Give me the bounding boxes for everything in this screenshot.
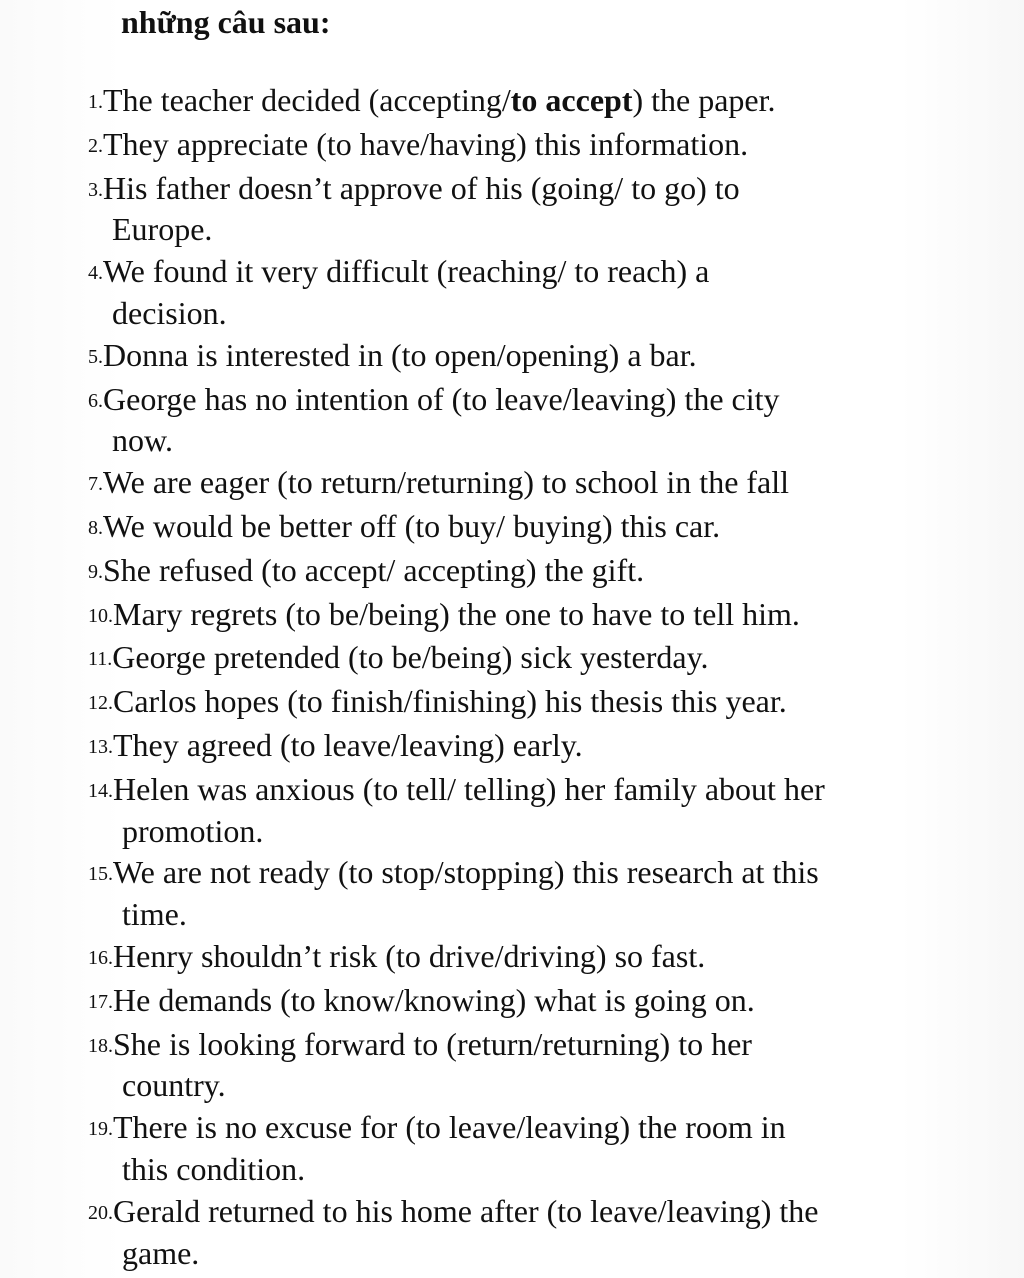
item-continuation-line [103, 420, 780, 462]
item-text-segment: promotion. [122, 812, 264, 849]
item-text-segment: decision. [112, 294, 227, 331]
item-line [113, 980, 755, 1022]
item-text-segment: Henry shouldn’t risk (to drive/driving) so fast. [113, 937, 706, 974]
item-text [113, 1024, 752, 1108]
item-line [103, 379, 780, 421]
item-text-segment: Gerald returned to his home after (to leave/leaving) the [113, 1192, 819, 1229]
item-number: 4. [88, 262, 103, 285]
list-item [88, 379, 988, 463]
list-item [88, 1107, 988, 1191]
item-number: 20. [88, 1201, 113, 1224]
item-text [103, 550, 644, 592]
item-text [103, 506, 720, 548]
list-item [88, 1191, 988, 1275]
item-text [113, 681, 787, 723]
item-line [113, 1191, 818, 1233]
item-text-segment: We would be better off (to buy/ buying) this car. [103, 507, 721, 544]
item-text-segment: We are eager (to return/returning) to school in the fall [103, 464, 790, 501]
item-text-segment: She is looking forward to (return/returning) to her [113, 1025, 752, 1062]
answer-bold: to accept [510, 82, 633, 118]
item-line [113, 681, 787, 723]
list-item [88, 852, 988, 936]
item-number: 11. [88, 648, 113, 671]
list-item [88, 124, 988, 168]
item-text-segment: We are not ready (to stop/stopping) this research at this [113, 854, 819, 891]
item-number: 7. [88, 473, 103, 496]
item-text [103, 462, 789, 504]
item-number: 9. [88, 560, 103, 583]
list-item [88, 769, 988, 853]
list-item [88, 725, 988, 769]
item-line [103, 251, 709, 293]
exercise-list [88, 80, 988, 1274]
item-text-segment: ) the paper. [632, 82, 776, 118]
item-text-segment: time. [122, 896, 187, 933]
item-text [113, 725, 583, 767]
list-item [88, 506, 988, 550]
item-text-segment: Helen was anxious (to tell/ telling) her family about her [113, 770, 825, 807]
item-text-segment: There is no excuse for (to leave/leaving) the room in [113, 1109, 786, 1146]
item-text [103, 379, 780, 463]
item-number: 13. [88, 735, 113, 758]
item-number: 5. [88, 345, 103, 368]
item-text [103, 168, 740, 252]
item-text-segment: He demands (to know/knowing) what is going on. [113, 981, 755, 1018]
item-number: 16. [88, 946, 113, 969]
item-number: 12. [88, 692, 113, 715]
item-text-segment: game. [122, 1234, 200, 1271]
item-continuation-line [113, 1233, 818, 1275]
item-text-segment: Mary regrets (to be/being) the one to have to tell him. [113, 595, 800, 632]
list-item [88, 637, 988, 681]
item-line [103, 168, 740, 210]
item-text [113, 1107, 786, 1191]
item-line [113, 725, 583, 767]
item-text [112, 637, 708, 679]
list-item [88, 1024, 988, 1108]
item-number: 19. [88, 1118, 113, 1141]
item-number: 3. [88, 178, 103, 201]
item-text [113, 852, 819, 936]
item-text-segment: We found it very difficult (reaching/ to reach) a [103, 253, 710, 290]
item-continuation-line [113, 1149, 786, 1191]
item-text-segment: Donna is interested in (to open/opening) a bar. [103, 336, 697, 373]
item-number: 10. [88, 604, 113, 627]
list-item [88, 251, 988, 335]
item-text-segment: Europe. [112, 211, 213, 248]
item-continuation-line [103, 209, 740, 251]
item-text-segment: They agreed (to leave/leaving) early. [113, 726, 583, 763]
item-line [103, 550, 644, 592]
item-text [103, 335, 697, 377]
item-line [103, 462, 789, 504]
item-number: 18. [88, 1034, 113, 1057]
item-number: 17. [88, 990, 113, 1013]
list-item [88, 980, 988, 1024]
item-continuation-line [113, 811, 825, 853]
item-text [103, 251, 709, 335]
item-text-segment: Carlos hopes (to finish/finishing) his thesis this year. [113, 683, 787, 720]
item-number: 6. [88, 389, 103, 412]
item-text [113, 936, 705, 978]
item-line [103, 124, 748, 166]
item-number: 2. [88, 134, 103, 157]
item-line [113, 594, 800, 636]
item-text-segment: this condition. [122, 1150, 306, 1187]
item-line [103, 506, 720, 548]
item-text-segment: George pretended (to be/being) sick yesterday. [112, 639, 709, 676]
item-continuation-line [113, 1065, 752, 1107]
item-line [113, 852, 819, 894]
list-item [88, 594, 988, 638]
item-text-segment: now. [112, 422, 174, 459]
item-text [113, 980, 755, 1022]
item-line [113, 1107, 786, 1149]
list-item [88, 335, 988, 379]
item-text-segment: George has no intention of (to leave/leaving) the city [103, 380, 780, 417]
list-item [88, 462, 988, 506]
item-number: 8. [88, 516, 103, 539]
list-item [88, 168, 988, 252]
item-text-segment: They appreciate (to have/having) this information. [103, 125, 749, 162]
list-item [88, 80, 988, 124]
item-text-segment: She refused (to accept/ accepting) the gift. [103, 551, 645, 588]
item-text-segment: The teacher decided (accepting/ [103, 82, 511, 118]
item-text [103, 124, 748, 166]
item-text [103, 80, 776, 122]
list-item [88, 681, 988, 725]
item-text [113, 1191, 818, 1275]
section-heading: những câu sau: [121, 4, 331, 40]
item-line [113, 936, 705, 978]
item-line [113, 1024, 752, 1066]
item-number: 14. [88, 779, 113, 802]
item-text-segment: country. [122, 1067, 226, 1104]
item-text-segment: His father doesn’t approve of his (going/ to go) to [103, 169, 740, 206]
item-continuation-line [103, 293, 709, 335]
item-text [113, 769, 825, 853]
item-number: 15. [88, 863, 113, 886]
item-line [103, 335, 697, 377]
item-line [113, 769, 825, 811]
item-continuation-line [113, 894, 819, 936]
list-item [88, 936, 988, 980]
item-number: 1. [88, 91, 103, 113]
list-item [88, 550, 988, 594]
item-text [113, 594, 800, 636]
item-line [103, 80, 776, 122]
item-line [112, 637, 708, 679]
